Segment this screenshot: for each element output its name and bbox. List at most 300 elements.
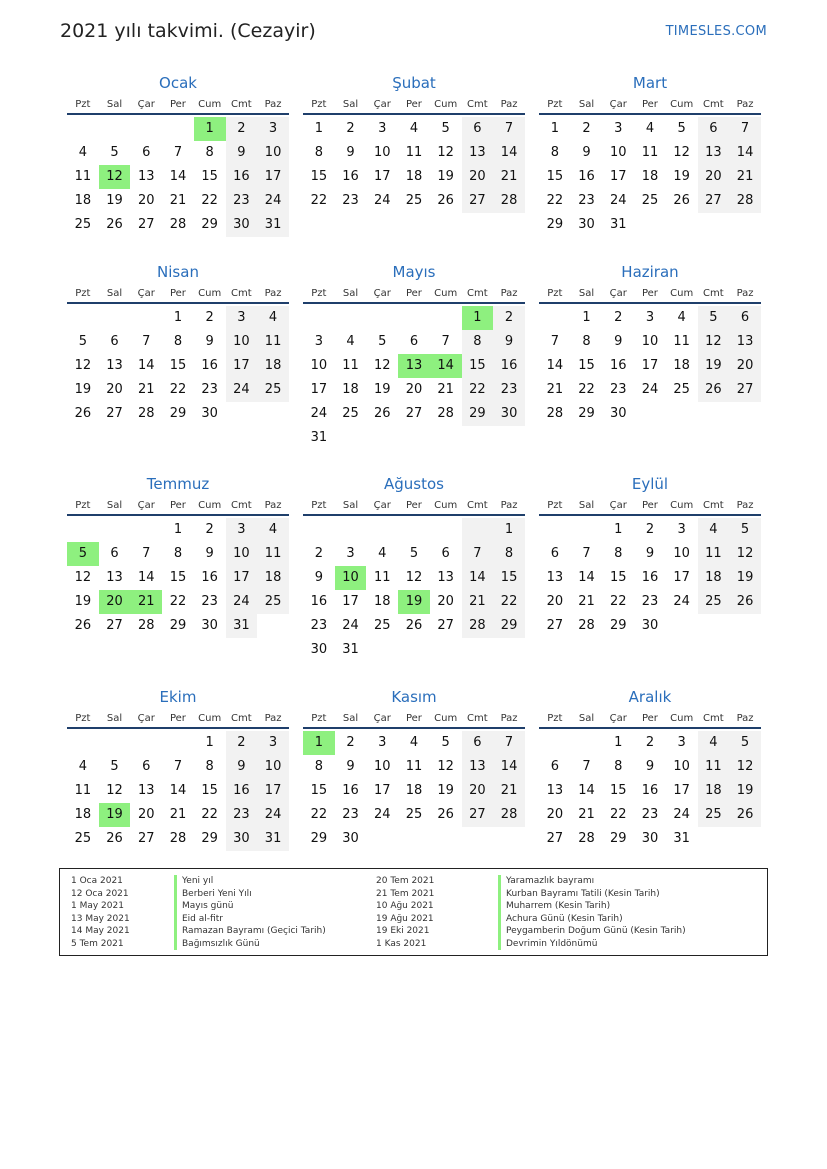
day-grid — [539, 518, 761, 638]
day-cell: 21 — [493, 779, 525, 803]
holiday-name: Ramazan Bayramı (Geçici Tarih) — [174, 925, 326, 938]
day-cell: 30 — [641, 618, 659, 633]
empty-cell — [303, 306, 335, 330]
day-cell: 16 — [342, 169, 359, 184]
day-cell: 14 — [578, 783, 595, 798]
day-cell: 17 — [257, 779, 289, 803]
day-cell: 23 — [342, 193, 359, 208]
weekday-label: Cum — [670, 288, 694, 299]
weekday-header — [303, 93, 525, 115]
day-cell: 8 — [173, 334, 183, 349]
holiday-day-cell: 21 — [130, 590, 162, 614]
day-cell: 25 — [74, 831, 92, 846]
day-cell: 16 — [310, 594, 328, 609]
day-cell: 27 — [106, 406, 123, 421]
weekday-header — [303, 282, 525, 304]
day-cell: 26 — [729, 803, 761, 827]
month-name: Ağustos — [384, 475, 444, 493]
day-cell: 11 — [74, 169, 92, 184]
day-cell: 18 — [74, 807, 92, 822]
day-cell: 7 — [582, 759, 591, 774]
month-name: Mart — [632, 74, 668, 92]
day-cell: 12 — [437, 145, 454, 160]
day-cell: 30 — [310, 642, 328, 657]
day-cell: 14 — [137, 358, 155, 373]
day-cell: 5 — [441, 735, 450, 750]
day-cell: 18 — [74, 193, 92, 208]
weekday-label: Cmt — [467, 713, 488, 724]
day-cell: 14 — [729, 141, 761, 165]
day-cell: 30 — [342, 831, 359, 846]
day-cell: 11 — [405, 145, 423, 160]
day-cell: 11 — [641, 145, 659, 160]
day-cell: 24 — [257, 803, 289, 827]
day-cell: 19 — [106, 193, 123, 208]
day-cell: 6 — [110, 334, 119, 349]
day-cell: 24 — [373, 193, 391, 208]
day-cell: 23 — [641, 594, 659, 609]
weekday-label: Cum — [670, 500, 694, 511]
day-cell: 29 — [546, 217, 564, 232]
weekday-label: Cmt — [231, 288, 252, 299]
weekday-label: Per — [169, 288, 186, 299]
day-cell: 5 — [110, 759, 119, 774]
day-cell: 13 — [462, 141, 494, 165]
empty-cell — [130, 731, 162, 755]
day-cell: 11 — [405, 759, 423, 774]
day-cell: 16 — [201, 358, 218, 373]
day-cell: 30 — [201, 618, 218, 633]
day-cell: 31 — [342, 642, 359, 657]
day-cell: 5 — [441, 121, 450, 136]
day-cell: 10 — [673, 546, 690, 561]
day-cell: 13 — [546, 783, 564, 798]
day-cell: 1 — [205, 735, 214, 750]
day-cell: 3 — [257, 731, 289, 755]
day-cell: 4 — [257, 306, 289, 330]
weekday-label: Paz — [264, 500, 282, 511]
weekday-label: Cum — [434, 99, 458, 110]
weekday-label: Cum — [670, 713, 694, 724]
weekday-header — [539, 494, 761, 516]
day-cell: 17 — [373, 783, 391, 798]
day-cell: 15 — [578, 358, 595, 373]
day-cell: 24 — [257, 189, 289, 213]
weekday-label: Cmt — [467, 99, 488, 110]
weekday-label: Pzt — [75, 99, 91, 110]
day-cell: 18 — [373, 594, 391, 609]
weekday-header — [303, 707, 525, 729]
weekday-label: Pzt — [547, 500, 563, 511]
weekday-label: Per — [405, 713, 422, 724]
day-cell: 9 — [226, 755, 258, 779]
day-cell: 11 — [373, 570, 391, 585]
day-cell: 12 — [673, 145, 690, 160]
day-cell: 17 — [226, 354, 258, 378]
day-cell: 22 — [201, 193, 218, 208]
day-cell: 27 — [729, 378, 761, 402]
day-cell: 28 — [546, 406, 564, 421]
day-cell: 24 — [226, 378, 258, 402]
weekday-label: Sal — [578, 500, 595, 511]
weekday-label: Cum — [434, 713, 458, 724]
weekday-label: Cum — [198, 288, 222, 299]
day-cell: 23 — [201, 382, 218, 397]
weekday-label: Çar — [609, 713, 627, 724]
day-cell: 24 — [373, 807, 391, 822]
day-grid — [67, 518, 289, 638]
day-cell: 21 — [137, 382, 155, 397]
weekday-label: Sal — [342, 713, 359, 724]
day-cell: 27 — [137, 217, 155, 232]
day-cell: 23 — [493, 378, 525, 402]
holiday-dates-left — [71, 875, 130, 950]
day-cell: 19 — [729, 779, 761, 803]
day-cell: 23 — [226, 189, 258, 213]
day-cell: 27 — [437, 618, 454, 633]
day-cell: 29 — [578, 406, 595, 421]
day-cell: 8 — [314, 145, 323, 160]
holiday-date: 14 May 2021 — [71, 926, 130, 936]
day-cell: 4 — [698, 518, 730, 542]
day-cell: 1 — [173, 310, 183, 325]
day-cell: 7 — [173, 145, 183, 160]
day-cell: 25 — [641, 193, 659, 208]
day-cell: 26 — [437, 807, 454, 822]
day-cell: 25 — [257, 378, 289, 402]
day-cell: 16 — [578, 169, 595, 184]
holiday-name: Yeni yıl — [174, 875, 326, 888]
day-cell: 29 — [310, 831, 328, 846]
day-cell: 10 — [310, 358, 328, 373]
day-grid — [67, 306, 289, 426]
day-cell: 23 — [609, 382, 627, 397]
day-grid — [67, 117, 289, 237]
weekday-label: Sal — [106, 99, 123, 110]
day-cell: 8 — [614, 546, 623, 561]
empty-cell — [430, 306, 462, 330]
day-cell: 6 — [462, 731, 494, 755]
day-cell: 25 — [342, 406, 359, 421]
day-cell: 12 — [74, 358, 92, 373]
day-cell: 28 — [493, 803, 525, 827]
empty-cell — [462, 518, 494, 542]
day-cell: 2 — [226, 731, 258, 755]
day-cell: 30 — [609, 406, 627, 421]
holiday-day-cell: 14 — [430, 354, 462, 378]
day-cell: 7 — [173, 759, 183, 774]
day-cell: 11 — [257, 330, 289, 354]
holiday-day-cell: 5 — [67, 542, 99, 566]
day-cell: 13 — [729, 330, 761, 354]
day-cell: 10 — [226, 330, 258, 354]
weekday-label: Cum — [434, 500, 458, 511]
day-cell: 21 — [437, 382, 454, 397]
day-cell: 22 — [609, 594, 627, 609]
day-cell: 26 — [437, 193, 454, 208]
day-cell: 6 — [550, 759, 559, 774]
day-cell: 1 — [173, 522, 183, 537]
day-cell: 18 — [673, 358, 690, 373]
brand-link[interactable]: TIMESLES.COM — [665, 24, 767, 39]
day-cell: 11 — [673, 334, 690, 349]
day-cell: 5 — [378, 334, 387, 349]
month-name: Nisan — [157, 263, 199, 281]
weekday-label: Cmt — [703, 99, 724, 110]
empty-cell — [335, 306, 367, 330]
day-cell: 3 — [378, 735, 387, 750]
weekday-label: Cmt — [467, 500, 488, 511]
day-cell: 29 — [169, 618, 187, 633]
day-cell: 9 — [614, 334, 623, 349]
day-cell: 26 — [373, 406, 391, 421]
day-cell: 6 — [550, 546, 559, 561]
day-cell: 16 — [609, 358, 627, 373]
day-cell: 3 — [677, 735, 686, 750]
day-cell: 1 — [314, 121, 323, 136]
weekday-label: Paz — [736, 288, 754, 299]
holiday-name: Peygamberin Doğum Günü (Kesin Tarih) — [498, 925, 686, 938]
day-cell: 31 — [609, 217, 627, 232]
weekday-label: Cum — [434, 288, 458, 299]
day-cell: 6 — [729, 306, 761, 330]
day-cell: 19 — [698, 354, 730, 378]
month-name: Eylül — [631, 475, 669, 493]
day-cell: 30 — [201, 406, 218, 421]
day-cell: 25 — [673, 382, 690, 397]
day-cell: 23 — [578, 193, 595, 208]
day-cell: 1 — [614, 735, 623, 750]
empty-cell — [398, 518, 430, 542]
month-10 — [67, 687, 289, 851]
day-cell: 16 — [342, 783, 359, 798]
weekday-label: Cum — [670, 99, 694, 110]
day-cell: 4 — [677, 310, 686, 325]
empty-cell — [67, 731, 99, 755]
day-cell: 17 — [342, 594, 359, 609]
empty-cell — [162, 731, 194, 755]
day-cell: 14 — [578, 570, 595, 585]
day-cell: 3 — [645, 310, 655, 325]
day-cell: 18 — [405, 783, 423, 798]
day-cell: 28 — [437, 406, 454, 421]
day-cell: 7 — [441, 334, 450, 349]
weekday-label: Paz — [500, 288, 518, 299]
month-6 — [539, 262, 761, 426]
weekday-label: Per — [641, 713, 658, 724]
day-cell: 29 — [201, 831, 218, 846]
day-grid — [539, 117, 761, 237]
day-cell: 25 — [405, 807, 423, 822]
day-cell: 13 — [137, 169, 155, 184]
weekday-label: Paz — [264, 288, 282, 299]
holiday-date: 5 Tem 2021 — [71, 938, 124, 949]
day-cell: 12 — [74, 570, 92, 585]
day-cell: 15 — [310, 169, 328, 184]
day-cell: 30 — [226, 213, 258, 237]
weekday-label: Pzt — [75, 713, 91, 724]
day-cell: 16 — [641, 783, 659, 798]
day-cell: 26 — [698, 378, 730, 402]
month-9 — [539, 474, 761, 638]
day-cell: 26 — [106, 831, 123, 846]
weekday-label: Cmt — [231, 99, 252, 110]
day-cell: 19 — [437, 169, 454, 184]
day-cell: 2 — [205, 310, 214, 325]
day-cell: 21 — [462, 590, 494, 614]
day-cell: 19 — [673, 169, 690, 184]
day-cell: 13 — [106, 570, 123, 585]
day-cell: 9 — [645, 546, 655, 561]
holiday-date: 19 Ağu 2021 — [376, 913, 434, 924]
day-cell: 21 — [493, 165, 525, 189]
weekday-header — [67, 707, 289, 729]
day-cell: 15 — [609, 783, 627, 798]
day-cell: 13 — [546, 570, 564, 585]
day-cell: 7 — [729, 117, 761, 141]
month-3 — [539, 73, 761, 237]
weekday-label: Çar — [137, 500, 155, 511]
page-title: 2021 yılı takvimi. (Cezayir) — [60, 20, 316, 42]
day-cell: 22 — [578, 382, 595, 397]
day-cell: 28 — [169, 217, 187, 232]
day-cell: 27 — [698, 189, 730, 213]
weekday-label: Per — [169, 99, 186, 110]
day-cell: 21 — [578, 594, 595, 609]
day-cell: 31 — [310, 430, 328, 445]
day-cell: 14 — [137, 570, 155, 585]
weekday-label: Sal — [106, 288, 123, 299]
day-cell: 24 — [641, 382, 659, 397]
day-cell: 2 — [645, 522, 655, 537]
day-cell: 24 — [310, 406, 328, 421]
day-cell: 16 — [493, 354, 525, 378]
empty-cell — [366, 306, 398, 330]
day-cell: 17 — [609, 169, 627, 184]
day-cell: 14 — [493, 141, 525, 165]
day-cell: 5 — [698, 306, 730, 330]
holiday-date: 1 Kas 2021 — [376, 938, 427, 949]
empty-cell — [571, 518, 603, 542]
day-cell: 26 — [74, 406, 92, 421]
day-cell: 15 — [609, 570, 627, 585]
day-cell: 8 — [582, 334, 591, 349]
day-cell: 7 — [550, 334, 559, 349]
weekday-label: Pzt — [547, 288, 563, 299]
day-cell: 31 — [257, 827, 289, 851]
weekday-label: Cum — [198, 99, 222, 110]
day-cell: 16 — [201, 570, 218, 585]
day-cell: 13 — [137, 783, 155, 798]
day-cell: 19 — [74, 382, 92, 397]
day-cell: 10 — [257, 141, 289, 165]
day-cell: 28 — [169, 831, 187, 846]
day-cell: 22 — [546, 193, 564, 208]
holiday-name: Bağımsızlık Günü — [174, 938, 326, 951]
day-cell: 3 — [614, 121, 623, 136]
holiday-name: Muharrem (Kesin Tarih) — [498, 900, 686, 913]
weekday-label: Paz — [736, 500, 754, 511]
day-cell: 3 — [226, 306, 258, 330]
holiday-names-right — [498, 875, 686, 950]
day-cell: 28 — [578, 618, 595, 633]
weekday-header — [303, 494, 525, 516]
day-cell: 10 — [609, 145, 627, 160]
weekday-label: Paz — [264, 713, 282, 724]
day-cell: 12 — [698, 330, 730, 354]
day-cell: 23 — [641, 807, 659, 822]
day-cell: 8 — [462, 330, 494, 354]
month-1 — [67, 73, 289, 237]
weekday-label: Sal — [342, 288, 359, 299]
day-cell: 10 — [257, 755, 289, 779]
weekday-label: Cum — [198, 500, 222, 511]
holiday-name: Eid al-fitr — [174, 913, 326, 926]
month-name: Şubat — [392, 74, 436, 92]
holiday-date: 21 Tem 2021 — [376, 888, 435, 899]
day-cell: 15 — [546, 169, 564, 184]
month-name: Mayıs — [392, 263, 436, 281]
day-cell: 19 — [437, 783, 454, 798]
holiday-day-cell: 20 — [99, 590, 131, 614]
day-cell: 12 — [437, 759, 454, 774]
day-cell: 2 — [582, 121, 591, 136]
day-cell: 27 — [405, 406, 423, 421]
month-name: Ocak — [159, 74, 197, 92]
day-cell: 1 — [614, 522, 623, 537]
day-cell: 26 — [405, 618, 423, 633]
empty-cell — [571, 731, 603, 755]
day-cell: 19 — [74, 594, 92, 609]
empty-cell — [303, 518, 335, 542]
weekday-label: Per — [641, 500, 658, 511]
day-cell: 29 — [493, 614, 525, 638]
day-cell: 18 — [698, 566, 730, 590]
holiday-name: Kurban Bayramı Tatili (Kesin Tarih) — [498, 888, 686, 901]
day-cell: 28 — [493, 189, 525, 213]
day-cell: 8 — [205, 145, 214, 160]
weekday-label: Sal — [342, 500, 359, 511]
day-cell: 3 — [346, 546, 355, 561]
empty-cell — [130, 306, 162, 330]
month-name: Temmuz — [146, 475, 210, 493]
day-cell: 6 — [142, 145, 151, 160]
empty-cell — [130, 117, 162, 141]
day-cell: 7 — [582, 546, 591, 561]
empty-cell — [67, 306, 99, 330]
weekday-label: Sal — [578, 288, 595, 299]
weekday-label: Pzt — [311, 713, 327, 724]
day-cell: 25 — [405, 193, 423, 208]
holiday-date: 1 Oca 2021 — [71, 876, 123, 886]
day-cell: 3 — [314, 334, 323, 349]
day-cell: 3 — [677, 522, 686, 537]
day-cell: 27 — [106, 618, 123, 633]
weekday-label: Paz — [500, 713, 518, 724]
weekday-label: Cum — [198, 713, 222, 724]
weekday-label: Paz — [500, 99, 518, 110]
day-cell: 11 — [74, 783, 92, 798]
day-cell: 7 — [142, 334, 151, 349]
holiday-name: Achura Günü (Kesin Tarih) — [498, 913, 686, 926]
day-cell: 15 — [201, 783, 218, 798]
weekday-label: Paz — [264, 99, 282, 110]
day-cell: 30 — [641, 831, 659, 846]
day-cell: 17 — [673, 783, 690, 798]
empty-cell — [99, 731, 131, 755]
holiday-name: Berberi Yeni Yılı — [174, 888, 326, 901]
day-cell: 30 — [226, 827, 258, 851]
